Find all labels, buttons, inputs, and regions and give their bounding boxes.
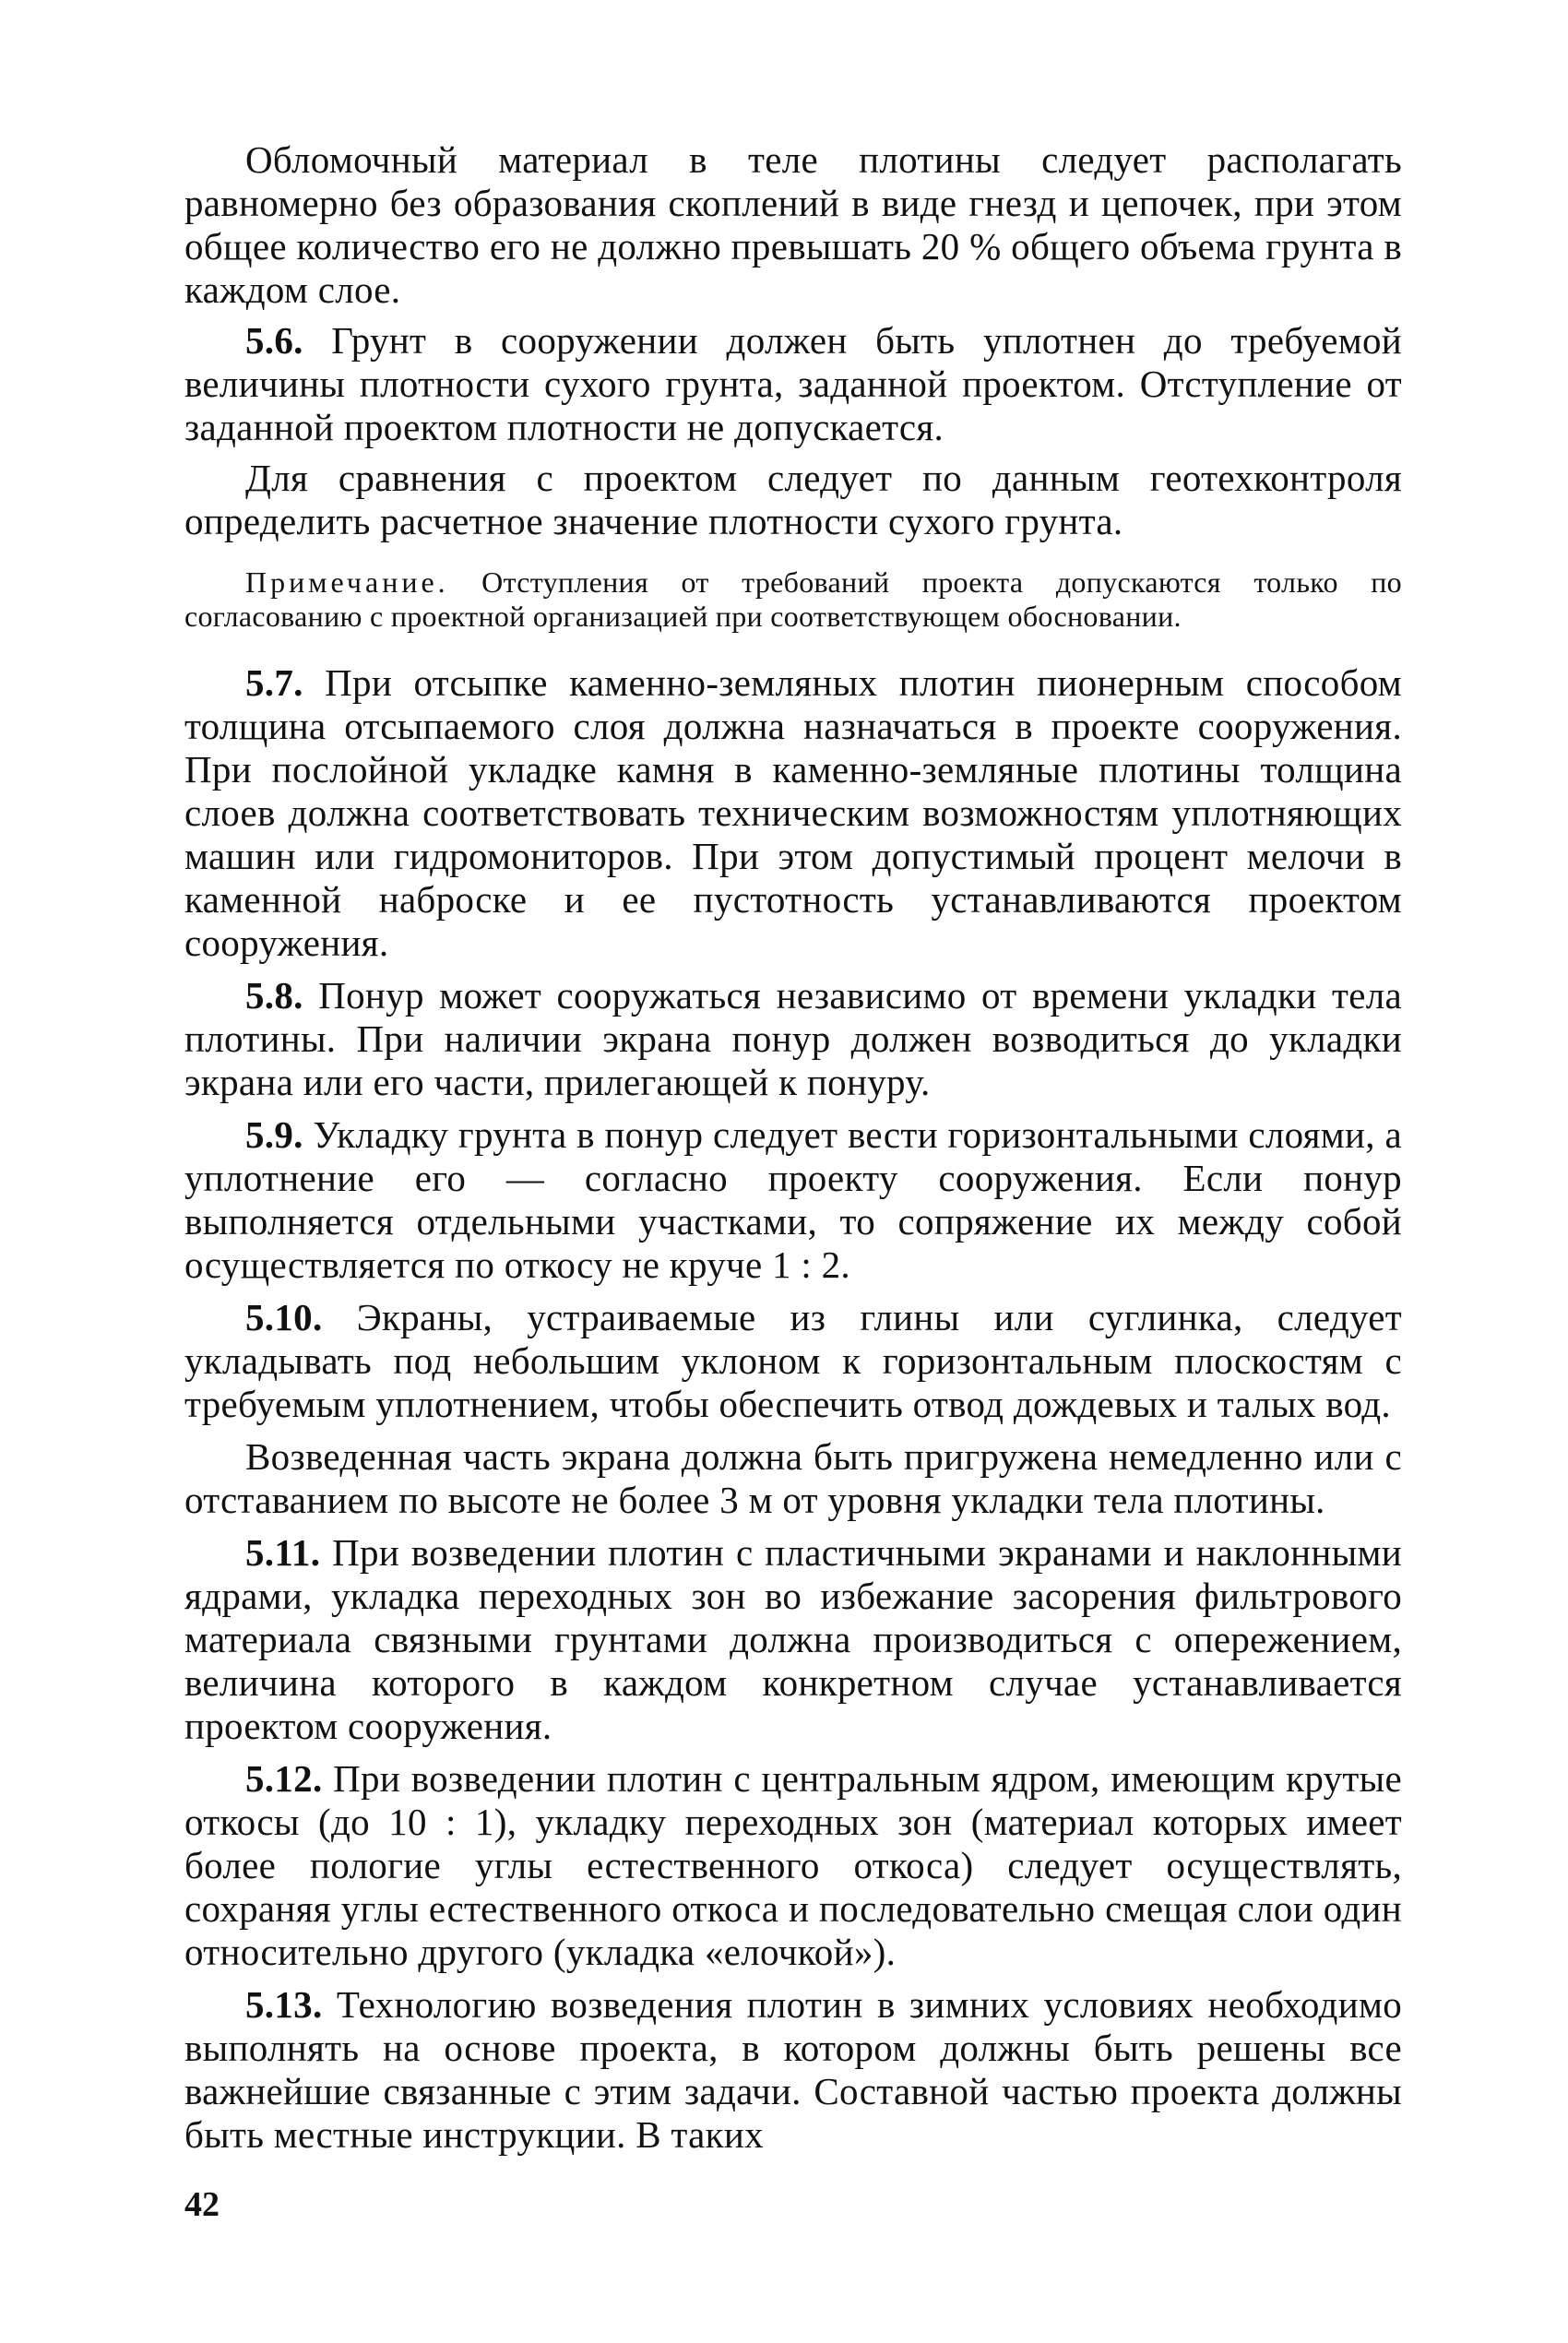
note-text: Отступления от требований проекта допускаются только по согласованию с проектной организацией при соответствующем обосновании. xyxy=(184,565,1402,633)
paragraph-text: Понур может сооружаться независимо от времени укладки тела плотины. При наличии экрана понур должен возводиться до укладки экрана или его части, прилегающей к понуру. xyxy=(184,974,1402,1103)
paragraph-text: Технологию возведения плотин в зимних условиях необходимо выполнять на основе проекта, в котором должны быть решены все важнейшие связанные с этим задачи. Составной частью проекта должны быть местные инструкции. В таких xyxy=(184,1983,1402,2156)
paragraph xyxy=(184,1296,1402,1426)
paragraph-number: 5.7. xyxy=(245,661,303,704)
paragraph xyxy=(184,1983,1402,2157)
paragraph-number: 5.10. xyxy=(245,1296,323,1338)
paragraph-text: Обломочный материал в теле плотины следует располагать равномерно без образования скоплений в виде гнезд и цепочек, при этом общее количество его не должно превышать 20 % общего объема грунта в каждом слое. xyxy=(184,138,1402,311)
paragraph xyxy=(184,138,1402,312)
paragraph xyxy=(184,1757,1402,1974)
note xyxy=(184,565,1402,634)
paragraph xyxy=(184,1113,1402,1287)
paragraph-text: При возведении плотин с пластичными экранами и наклонными ядрами, укладка переходных зон во избежание засорения фильтрового материала связными грунтами должна производиться с опережением, величина которого в каждом конкретном случае устанавливается проектом сооружения. xyxy=(184,1531,1402,1747)
note-label: Примечание. xyxy=(245,565,449,599)
paragraph-number: 5.8. xyxy=(245,974,303,1017)
paragraph-text: Для сравнения с проектом следует по данным геотехконтроля определить расчетное значение плотности сухого грунта. xyxy=(184,457,1402,542)
paragraph-text: При отсыпке каменно-земляных плотин пионерным способом толщина отсыпаемого слоя должна назначаться в проекте сооружения. При послойной укладке камня в каменно-земляные плотины толщина слоев должна соответствовать техническим возможностям уплотняющих машин или гидромониторов. При этом допустимый процент мелочи в каменной наброске и ее пустотность устанавливаются проектом сооружения. xyxy=(184,661,1402,964)
paragraph xyxy=(184,1531,1402,1748)
paragraph-text: При возведении плотин с центральным ядром, имеющим крутые откосы (до 10 : 1), укладку переходных зон (материал которых имеет более пологие углы естественного откоса) следует осуществлять, сохраняя углы естественного откоса и последовательно смещая слои один относительно другого (укладка «елочкой»). xyxy=(184,1757,1402,1973)
paragraph-number: 5.11. xyxy=(245,1531,321,1574)
paragraph-text: Экраны, устраиваемые из глины или суглинка, следует укладывать под небольшим уклоном к горизонтальным плоскостям с требуемым уплотнением, чтобы обеспечить отвод дождевых и талых вод. xyxy=(184,1296,1402,1425)
paragraph-text: Возведенная часть экрана должна быть пригружена немедленно или с отставанием по высоте не более 3 м от уровня укладки тела плотины. xyxy=(184,1435,1402,1521)
paragraph xyxy=(184,457,1402,543)
paragraph-text: Укладку грунта в понур следует вести горизонтальными слоями, а уплотнение его — согласно проекту сооружения. Если понур выполняется отдельными участками, то сопряжение их между собой осуществляется по откосу не круче 1 : 2. xyxy=(184,1113,1402,1286)
paragraph xyxy=(184,661,1402,965)
paragraph xyxy=(184,974,1402,1104)
paragraph-text: Грунт в сооружении должен быть уплотнен до требуемой величины плотности сухого грунта, заданной проектом. Отступление от заданной проектом плотности не допускается. xyxy=(184,319,1402,448)
paragraph xyxy=(184,1435,1402,1522)
page-body xyxy=(184,138,1402,2166)
paragraph-number: 5.13. xyxy=(245,1983,323,2026)
paragraph-number: 5.12. xyxy=(245,1757,323,1800)
paragraph-number: 5.9. xyxy=(245,1113,303,1156)
paragraph xyxy=(184,319,1402,449)
paragraph-number: 5.6. xyxy=(245,319,303,362)
page-number: 42 xyxy=(184,2185,220,2224)
